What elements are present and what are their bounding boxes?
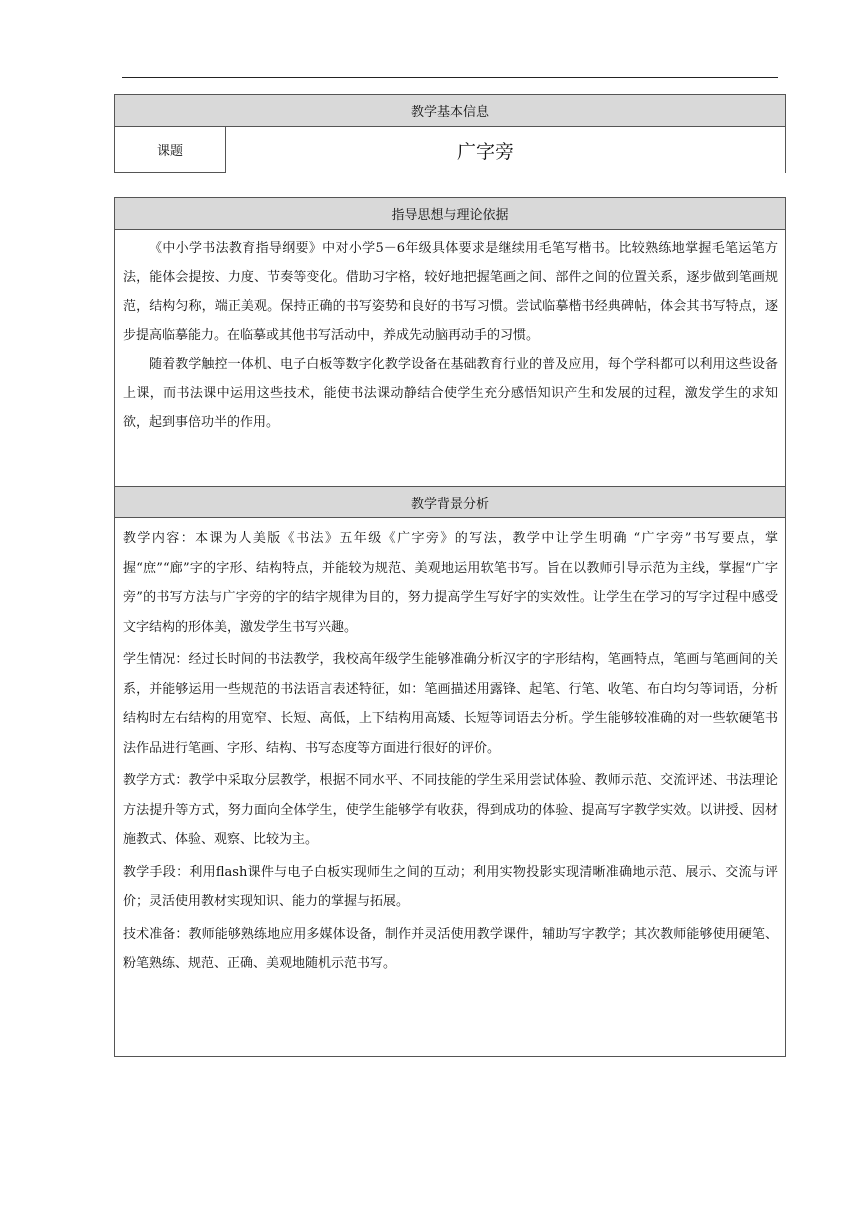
- background-paragraph: 教学内容：本课为人美版《书法》五年级《广字旁》的写法，教学中让学生明确 “广字旁”书写要点，掌握“庶”“廊”字的字形、结构特点，并能较为规范、美观地运用软笔书写。旨在以教师引导示范为主线，掌握“广字旁”的书写方法与广字旁的字的结字规律为目的，努力提高学生写好字的实效性。让学生在学习的写字过程中感受文字结构的形体美，激发学生书写兴趣。: [123, 531, 778, 635]
- header-rule: [122, 77, 778, 78]
- guiding-header: 指导思想与理论依据: [115, 198, 785, 230]
- topic-value: 广字旁: [226, 127, 786, 173]
- basic-info-table: [114, 94, 786, 173]
- guiding-body: [115, 230, 785, 486]
- analysis-table: [114, 197, 786, 1057]
- guiding-paragraph: 《中小学书法教育指导纲要》中对小学5－6年级具体要求是继续用毛笔写楷书。比较熟练地掌握毛笔运笔方法，能体会提按、力度、节奏等变化。借助习字格，较好地把握笔画之间、部件之间的位置关系，逐步做到笔画规范，结构匀称，端正美观。保持正确的书写姿势和良好的书写习惯。尝试临摹楷书经典碑帖，体会其书写特点，逐步提高临摹能力。在临摹或其他书写活动中，养成先动脑再动手的习惯。: [123, 241, 778, 343]
- topic-label: 课题: [114, 127, 226, 173]
- background-paragraph: 教学手段：利用flash课件与电子白板实现师生之间的互动；利用实物投影实现清晰准确地示范、展示、交流与评价；灵活使用教材实现知识、能力的掌握与拓展。: [123, 864, 778, 909]
- background-paragraph: 技术准备：教师能够熟练地应用多媒体设备，制作并灵活使用教学课件，辅助写字教学；其次教师能够使用硬笔、粉笔熟练、规范、正确、美观地随机示范书写。: [123, 926, 778, 971]
- background-header: 教学背景分析: [115, 486, 785, 518]
- basic-info-header: 教学基本信息: [114, 94, 786, 127]
- background-paragraph: 教学方式：教学中采取分层教学，根据不同水平、不同技能的学生采用尝试体验、教师示范、交流评述、书法理论方法提升等方式，努力面向全体学生，使学生能够学有收获，得到成功的体验、提高写字教学实效。以讲授、因材施教式、体验、观察、比较为主。: [123, 773, 778, 847]
- topic-row: [114, 127, 786, 173]
- background-paragraph: 学生情况：经过长时间的书法教学，我校高年级学生能够准确分析汉字的字形结构，笔画特点，笔画与笔画间的关系，并能够运用一些规范的书法语言表述特征，如：笔画描述用露锋、起笔、行笔、收笔、布白均匀等词语，分析结构时左右结构的用宽窄、长短、高低，上下结构用高矮、长短等词语去分析。学生能够较准确的对一些软硬笔书法作品进行笔画、字形、结构、书写态度等方面进行很好的评价。: [123, 652, 778, 756]
- guiding-paragraph: 随着教学触控一体机、电子白板等数字化教学设备在基础教育行业的普及应用，每个学科都可以利用这些设备上课，而书法课中运用这些技术，能使书法课动静结合使学生充分感悟知识产生和发展的过程，激发学生的求知欲，起到事倍功半的作用。: [123, 357, 778, 430]
- background-body: [115, 518, 785, 979]
